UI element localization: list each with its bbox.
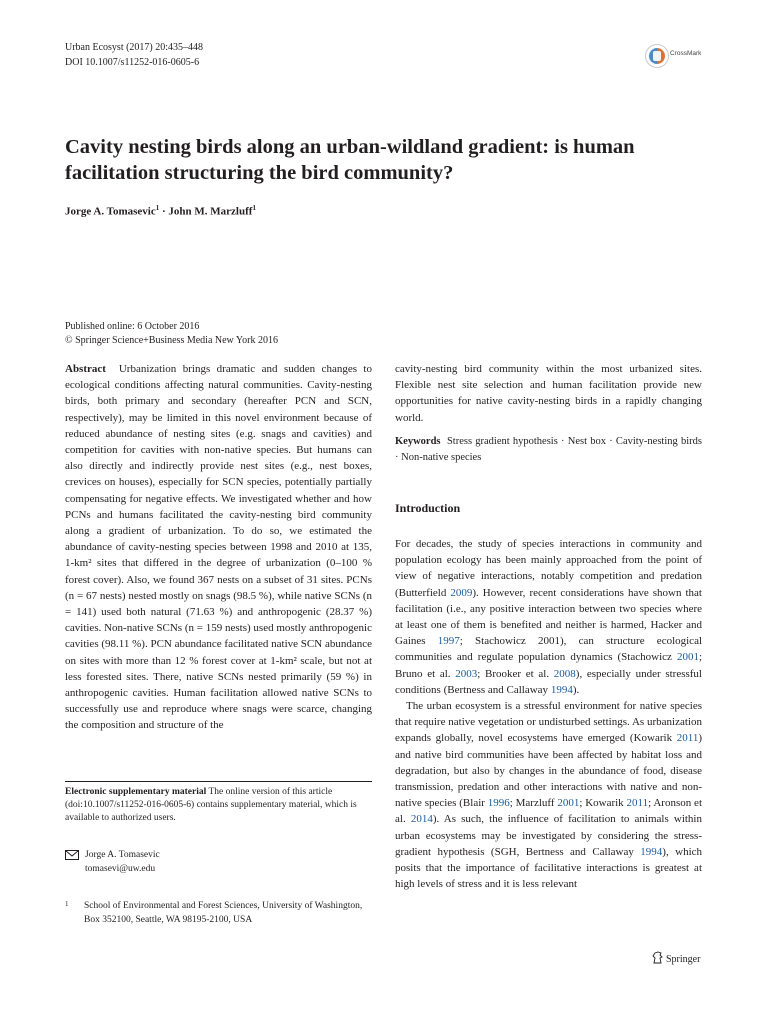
- citation-link[interactable]: 2011: [626, 797, 649, 810]
- abstract-continued: cavity-nesting bird community within the most urbanized sites. Flexible nest site selection and human facilitation provide new opportunities for native cavity-nesting birds in a rapidly changing world.: [395, 363, 702, 424]
- intro-text: For decades, the study of species interactions in community and population ecology has been mainly approached from the point of view of negative interactions, notably competition and predation (Butterfield: [395, 538, 702, 599]
- esm-text: The online version of this article (doi:10.1007/s11252-016-0605-6) contains supplementary material, which is available to authorized users.: [65, 787, 357, 823]
- author-name[interactable]: John M. Marzluff: [168, 205, 253, 218]
- intro-paragraph-1: [395, 536, 702, 698]
- crossmark-label: CrossMark: [670, 50, 702, 57]
- author-separator: ·: [159, 205, 169, 218]
- intro-text: ; Brooker et al.: [477, 667, 554, 680]
- corresponding-author: [65, 848, 160, 876]
- springer-horse-icon: [652, 951, 664, 964]
- crossmark-icon: [645, 44, 669, 68]
- journal-header: [65, 40, 203, 70]
- affiliation-marker: 1: [155, 204, 160, 212]
- intro-text: ; Aronson et al.: [395, 797, 702, 826]
- published-date: Published online: 6 October 2016: [65, 321, 200, 332]
- envelope-icon: [65, 850, 79, 860]
- citation-link[interactable]: 2011: [676, 732, 699, 745]
- affiliation-text: School of Environmental and Forest Sciences, University of Washington, Box 352100, Seattle, WA 98195-2100, USA: [84, 901, 363, 925]
- intro-text: ). However, recent considerations have shown that facilitation (i.e., any positive interaction between two species where at least one of them is benefited and neither is harmed, Hacker and Gaines: [395, 586, 702, 648]
- introduction-heading: Introduction: [395, 500, 461, 515]
- intro-text: ).: [572, 683, 580, 696]
- citation-link[interactable]: 1994: [640, 845, 663, 858]
- intro-text: ; Bruno et al.: [395, 651, 702, 680]
- crossmark-badge[interactable]: [645, 44, 713, 68]
- publisher-footer: [652, 951, 700, 965]
- intro-text: The urban ecosystem is a stressful environment for native species that require native vegetation or undisturbed settings. As urbanization expands globally, novel ecosystems have emerged (Kowarik: [395, 700, 702, 745]
- intro-text: ). As such, the influence of facilitation to animals within urban ecosystems may be investigated by considering the stress-gradient hypothesis (SGH, Bertness and Callaway: [395, 813, 702, 858]
- citation-link[interactable]: 2003: [455, 667, 478, 680]
- intro-text: ; Kowarik: [579, 797, 627, 810]
- citation-link[interactable]: 2001: [676, 651, 699, 664]
- intro-text: ; Marzluff: [509, 797, 558, 810]
- keywords: [395, 434, 702, 466]
- publication-info: [65, 320, 278, 348]
- citation-link[interactable]: 2014: [410, 813, 433, 826]
- abstract-heading: Abstract: [65, 363, 106, 375]
- publisher-name: Springer: [666, 954, 701, 965]
- citation-link[interactable]: 2008: [553, 667, 576, 680]
- intro-paragraph-2: [395, 698, 702, 892]
- keywords-heading: Keywords: [395, 435, 441, 447]
- author-list: [65, 204, 256, 218]
- citation-link[interactable]: 2001: [557, 797, 580, 810]
- contact-email[interactable]: tomasevi@uw.edu: [85, 864, 156, 874]
- left-column: [65, 361, 372, 734]
- intro-text: ), which posits that the importance of facilitative interactions is greatest at high levels of stress and it is less relevant: [395, 845, 703, 891]
- right-column: [395, 361, 702, 892]
- article-doi: DOI 10.1007/s11252-016-0605-6: [65, 57, 200, 68]
- keywords-text: Stress gradient hypothesis · Nest box · Cavity-nesting birds · Non-native species: [395, 435, 702, 463]
- supplementary-material-note: [65, 786, 375, 825]
- esm-heading: Electronic supplementary material: [65, 787, 207, 797]
- abstract-paragraph: [65, 361, 372, 734]
- author-name[interactable]: Jorge A. Tomasevic: [65, 205, 156, 218]
- intro-text: ), especially under stressful conditions (Bertness and Callaway: [395, 667, 702, 696]
- citation-link[interactable]: 1996: [487, 797, 510, 810]
- contact-name: Jorge A. Tomasevic: [85, 850, 160, 860]
- citation-link[interactable]: 1994: [550, 683, 573, 696]
- abstract-text: Urbanization brings dramatic and sudden changes to ecological conditions affecting natural communities. Cavity-nesting birds, both primary and secondary (hereafter PCN and SCN, respectively), may be limited in this novel environment because of reduced abundance of nesting sites (e.g. snags and cavities) and competition for cavities with non-native species. But humans can also directly and indirectly provide nest sites (e.g., nest boxes, crevices on houses), especially for SCN species, potentially partially compensating for negative effects. We investigated whether and how PCNs and humans facilitated the cavity-nesting bird community along a gradient of urbanization. To do so, we estimated the abundance of cavity-nesting species between 1998 and 2010 at 135, 1-km² sites that differed in the degree of urbanization (0–100 % forest cover). Also, we found 367 nests on a subset of 31 sites. PCNs (n = 67 nests) nested mostly on snags (98.5 %), while native SCNs (n = 141) used both natural (71.63 %) and anthropogenic (28.37 %) cavities. Non-native SCNs (n = 159 nests) used mostly anthropogenic cavities (98.11 %). PCN abundance facilitated native SCN abundance on sites with more than 12 % forest cover at 1-km² scale, but not at less forested sites. There, native SCNs nested primarily (59 %) in anthropogenic cavities. Human facilitation allowed native SCNs to successfully use and reproduce where snags were scarce, changing the composition and structure of the: [65, 363, 372, 732]
- affiliation-number: 1: [65, 900, 69, 908]
- journal-citation: Urban Ecosyst (2017) 20:435–448: [65, 42, 204, 53]
- copyright-line: © Springer Science+Business Media New York 2016: [65, 335, 278, 346]
- citation-link[interactable]: 2009: [450, 586, 473, 599]
- intro-text: ; Stachowicz 2001), can structure ecological communities and regulate population dynamics (Stachowicz: [395, 635, 703, 664]
- article-title: Cavity nesting birds along an urban-wildland gradient: is human facilitation structuring the bird community?: [65, 136, 635, 184]
- affiliation-marker: 1: [252, 204, 256, 212]
- citation-link[interactable]: 1997: [437, 635, 460, 648]
- intro-text: ) and native bird communities have been affected by habitat loss and degradation, but also by changes in the abundance of food, disease transmission, predation and other interactions with native and non-native species (Blair: [395, 732, 702, 810]
- affiliation: [65, 899, 365, 927]
- footnote-divider: [65, 781, 372, 782]
